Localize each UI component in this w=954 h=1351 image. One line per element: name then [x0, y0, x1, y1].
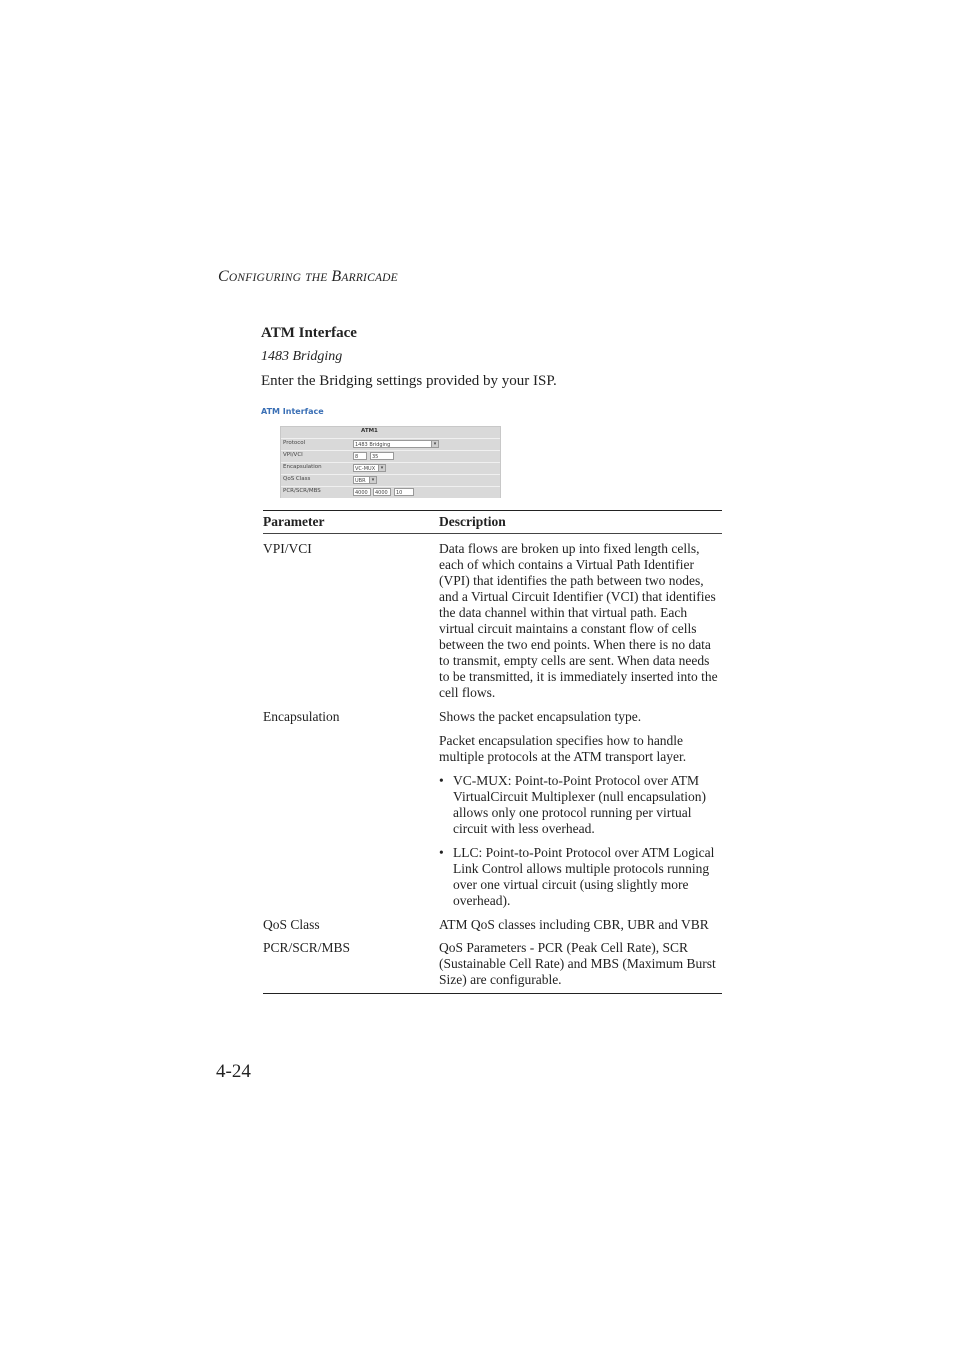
- protocol-select: [353, 440, 439, 448]
- vpi-field: 8: [353, 452, 367, 460]
- row-description: [439, 541, 722, 701]
- dropdown-arrow-icon: ▾: [378, 465, 385, 471]
- screenshot-row-protocol: [281, 439, 500, 451]
- atm-interface-screenshot: [261, 407, 501, 499]
- row-description: [439, 917, 722, 933]
- table-header-row: [263, 511, 722, 533]
- screenshot-header-row: [281, 427, 500, 439]
- description-paragraph: ATM QoS classes including CBR, UBR and VBR: [439, 917, 709, 932]
- encapsulation-label: Encapsulation: [283, 464, 322, 470]
- screenshot-row-qos: [281, 475, 500, 487]
- mbs-field: 10: [394, 488, 414, 496]
- screenshot-row-pcrscrmbs: [281, 487, 500, 498]
- row-parameter: Encapsulation: [263, 709, 340, 724]
- screenshot-title: ATM Interface: [261, 407, 324, 416]
- row-parameter: PCR/SCR/MBS: [263, 940, 351, 955]
- header-parameter: Parameter: [263, 514, 325, 529]
- table-row: [263, 917, 722, 933]
- header-word-the: THE: [305, 272, 328, 284]
- row-description: [439, 709, 722, 909]
- table-row: [263, 709, 722, 909]
- running-header: [218, 268, 398, 286]
- vpivci-label: VPI/VCI: [283, 452, 303, 458]
- dropdown-arrow-icon: ▾: [369, 477, 376, 483]
- bullet-text: VC-MUX: Point-to-Point Protocol over ATM VirtualCircuit Multiplexer (null encapsulation) allows only one protocol running per virtual circuit with less overhead.: [453, 773, 706, 836]
- parameter-table: [263, 510, 722, 994]
- description-paragraph: Data flows are broken up into fixed length cells, each of which contains a Virtual Path Identifier (VPI) that identifies the path between two nodes, and a Virtual Circuit Identifier (VCI) that identifies the data channel within that virtual path. Each virtual circuit maintains a constant flow of cells between the two end points. When there is no data to transmit, empty cells are sent. When data needs to be transmitted, it is immediately inserted into the cell flows.: [439, 541, 718, 700]
- vci-field: 35: [370, 452, 394, 460]
- encapsulation-value: VC-MUX: [355, 466, 376, 472]
- qos-select: [353, 476, 377, 484]
- description-paragraph: QoS Parameters - PCR (Peak Cell Rate), SCR (Sustainable Cell Rate) and MBS (Maximum Burst Size) are configurable.: [439, 940, 716, 987]
- screenshot-panel: [280, 426, 501, 498]
- scr-field: 4000: [373, 488, 391, 496]
- pcr-field: 4000: [353, 488, 371, 496]
- dropdown-arrow-icon: ▾: [431, 441, 438, 447]
- description-paragraph: Shows the packet encapsulation type.: [439, 709, 642, 724]
- qos-label: QoS Class: [283, 476, 311, 482]
- protocol-label: Protocol: [283, 440, 306, 446]
- table-row: [263, 541, 722, 701]
- bullet-icon: •: [439, 773, 444, 788]
- protocol-value: 1483 Bridging: [355, 442, 391, 448]
- header-word-barricade: ARRICADE: [341, 272, 398, 284]
- section-title: ATM Interface: [261, 325, 357, 341]
- bullet-item: [439, 845, 722, 909]
- page-number: 4-24: [216, 1061, 251, 1082]
- table-bottom-rule: [263, 993, 722, 994]
- description-paragraph: Packet encapsulation specifies how to handle multiple protocols at the ATM transport layer.: [439, 733, 687, 764]
- header-word-configuring: ONFIGURING: [228, 272, 302, 284]
- qos-value: UBR: [355, 478, 366, 484]
- screenshot-row-vpivci: [281, 451, 500, 463]
- bullet-text: LLC: Point-to-Point Protocol over ATM Logical Link Control allows multiple protocols running over one virtual circuit (using slightly more overhead).: [453, 845, 715, 908]
- row-parameter: QoS Class: [263, 917, 320, 932]
- row-description: [439, 940, 722, 988]
- encapsulation-select: [353, 464, 386, 472]
- intro-text: Enter the Bridging settings provided by your ISP.: [261, 373, 557, 389]
- bullet-icon: •: [439, 845, 444, 860]
- table-row: [263, 940, 722, 988]
- screenshot-column-header: ATM1: [361, 428, 378, 434]
- header-cap-c: C: [218, 268, 229, 285]
- bullet-item: [439, 773, 722, 837]
- header-description: Description: [439, 514, 506, 529]
- header-cap-b: B: [331, 268, 342, 285]
- screenshot-row-encapsulation: [281, 463, 500, 475]
- subsection-title: 1483 Bridging: [261, 349, 343, 364]
- pcrscrmbs-label: PCR/SCR/MBS: [283, 488, 321, 494]
- row-parameter: VPI/VCI: [263, 541, 312, 556]
